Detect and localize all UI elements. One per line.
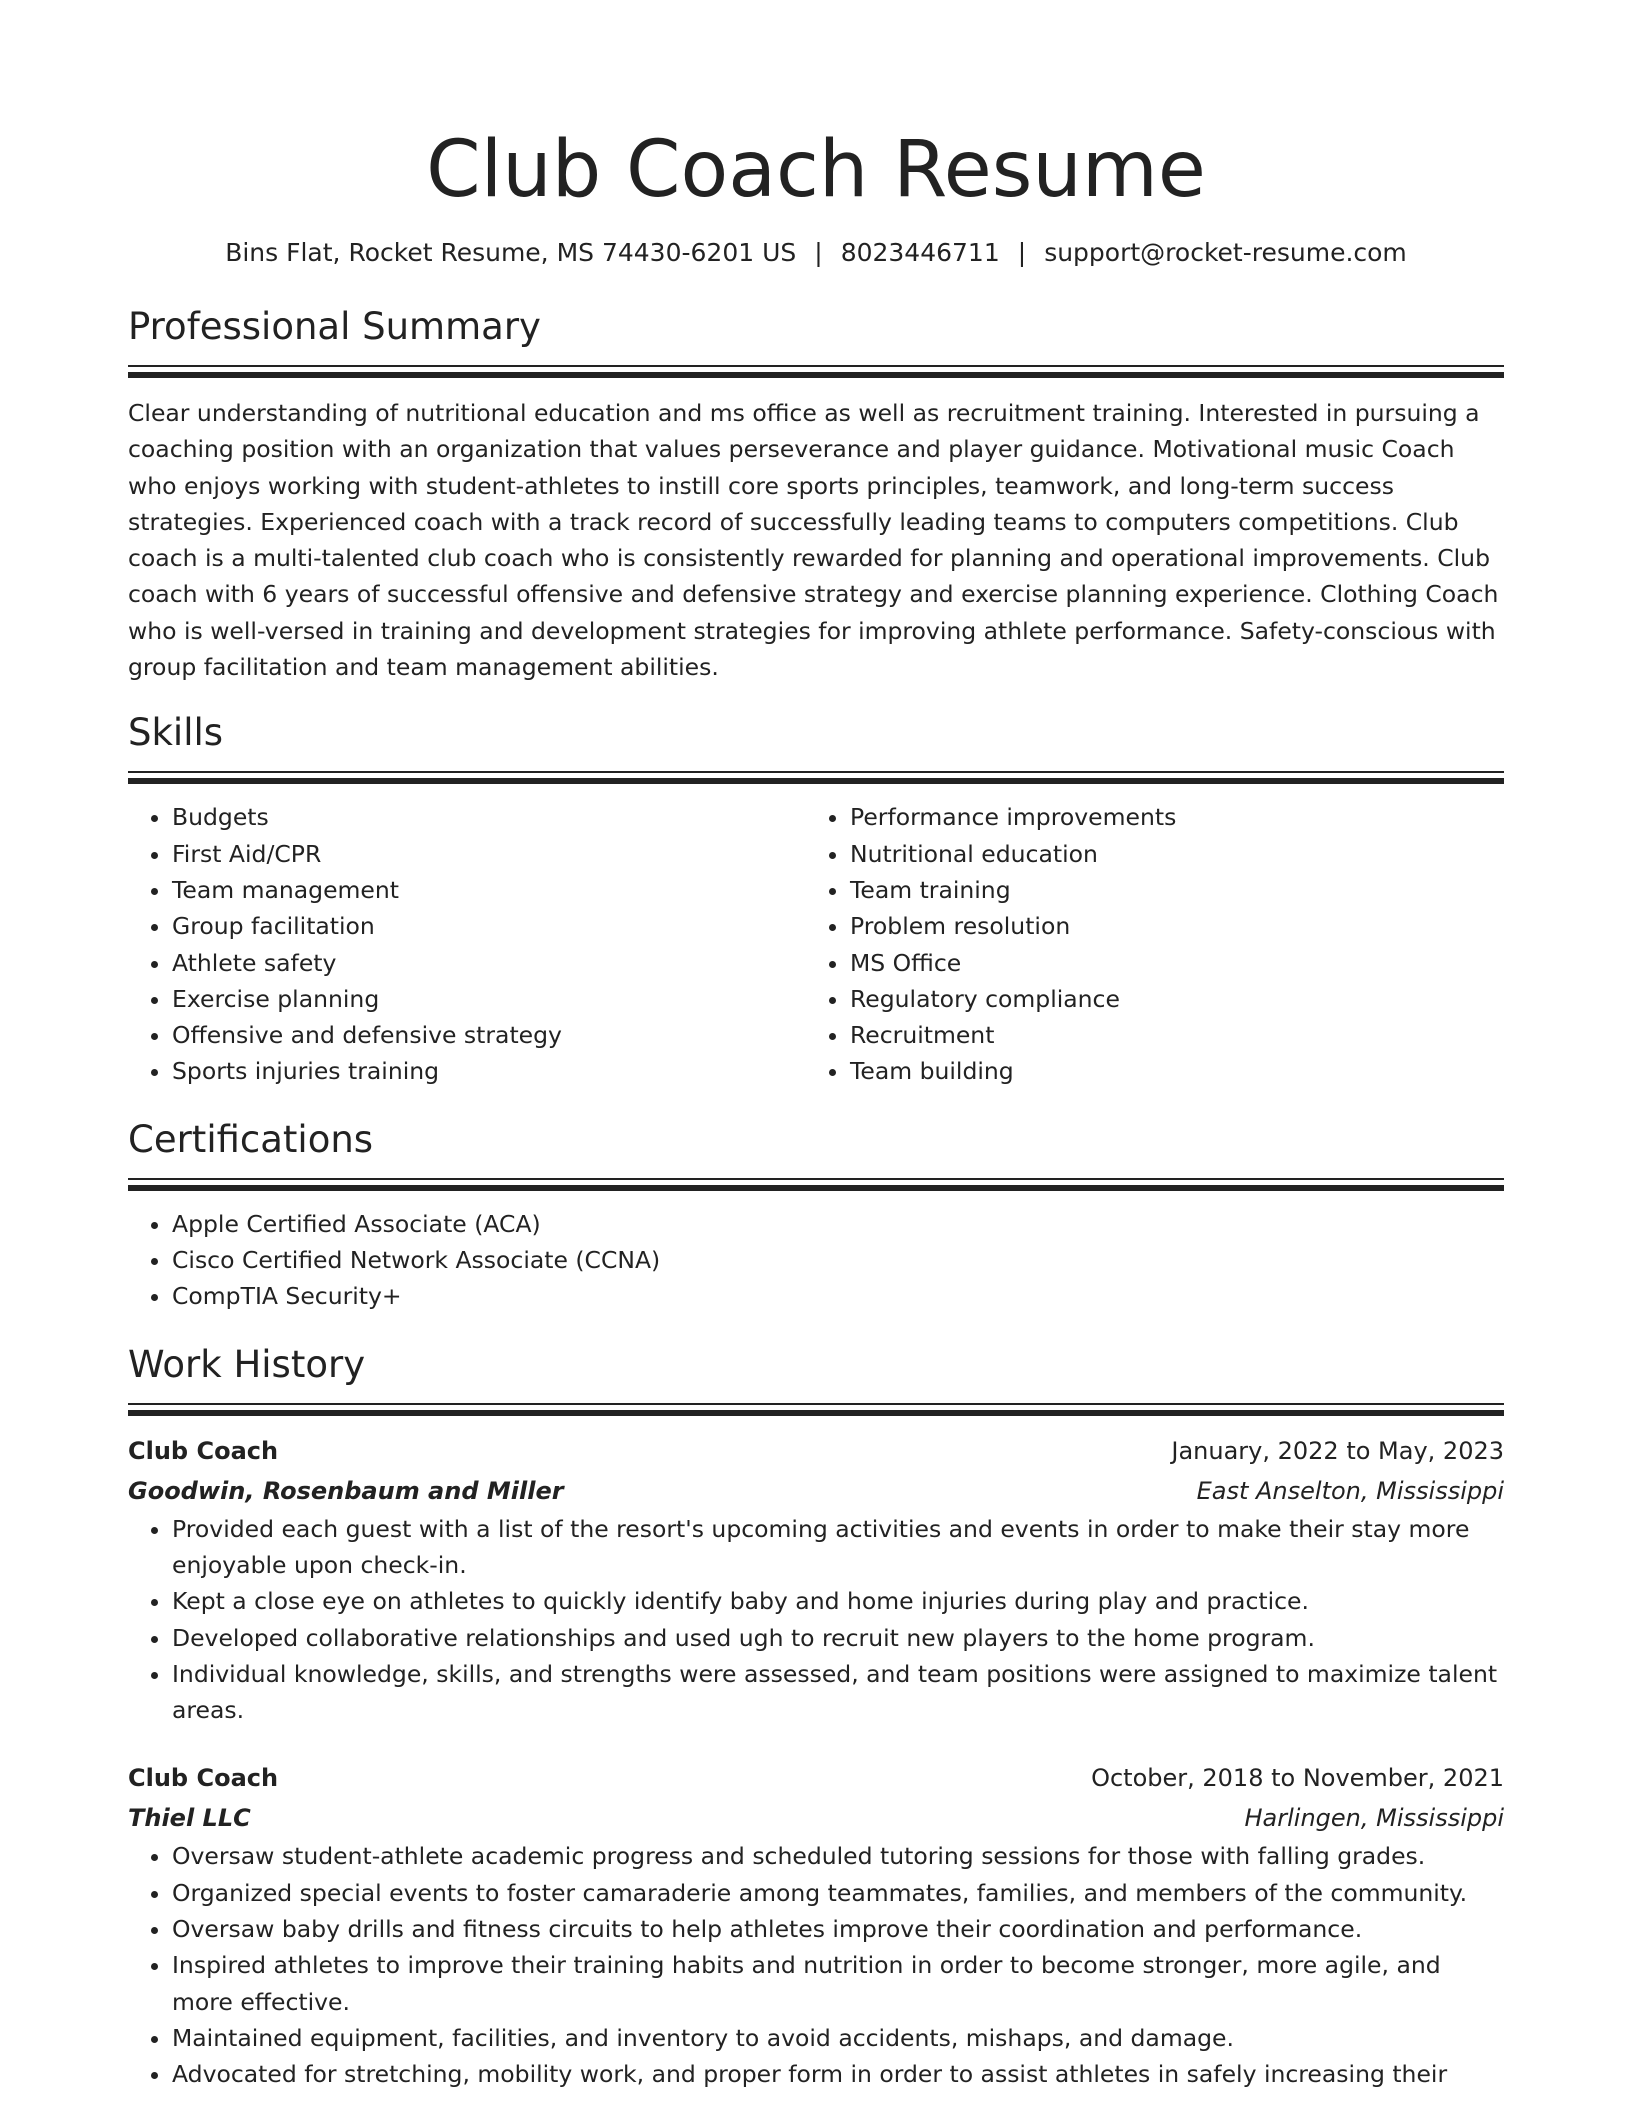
job-company: Thiel LLC — [128, 1804, 251, 1833]
section-title-work-history: Work History — [128, 1342, 366, 1386]
job-header — [128, 1431, 1504, 1471]
skill-item: • Athlete safety — [172, 945, 806, 981]
job-subheader — [128, 1471, 1504, 1511]
job-title: Club Coach — [128, 1764, 279, 1793]
contact-separator: | — [814, 238, 823, 267]
contact-address: Bins Flat, Rocket Resume, MS 74430-6201 US — [225, 238, 797, 267]
job-bullet: • Advocated for stretching, mobility work, and proper form in order to assist athletes in safely increasing their — [172, 2056, 1504, 2092]
skill-item: • Recruitment — [850, 1017, 1484, 1053]
job-subheader — [128, 1798, 1504, 1838]
job-bullet: • Oversaw student-athlete academic progress and scheduled tutoring sessions for those with falling grades. — [172, 1838, 1504, 1874]
skill-item: • Regulatory compliance — [850, 981, 1484, 1017]
certification-item: • Apple Certified Associate (ACA) — [172, 1206, 1504, 1242]
job-dates: January, 2022 to May, 2023 — [1171, 1436, 1504, 1465]
job-entry — [128, 1758, 1504, 2092]
job-title: Club Coach — [128, 1436, 279, 1465]
job-location: East Anselton, Mississippi — [1196, 1476, 1504, 1505]
job-bullets — [128, 1511, 1504, 1729]
skill-item: • Nutritional education — [850, 836, 1484, 872]
job-bullet: • Provided each guest with a list of the resort's upcoming activities and events in order to make their stay more enjoyable upon check-in. — [172, 1511, 1504, 1584]
resume-title: Club Coach Resume — [426, 125, 1206, 215]
job-entry — [128, 1431, 1504, 1729]
skills-column-right — [806, 799, 1484, 1089]
contact-email: support@rocket-resume.com — [1044, 238, 1407, 267]
job-bullet: • Maintained equipment, facilities, and inventory to avoid accidents, mishaps, and damage. — [172, 2020, 1504, 2056]
section-divider — [128, 771, 1504, 785]
certification-item: • CompTIA Security+ — [172, 1278, 1504, 1314]
section-title-skills: Skills — [128, 711, 224, 755]
skill-item: • Exercise planning — [172, 981, 806, 1017]
job-bullet: • Kept a close eye on athletes to quickly identify baby and home injuries during play and practice. — [172, 1583, 1504, 1619]
contact-phone: 8023446711 — [840, 238, 1000, 267]
skill-item: • Group facilitation — [172, 908, 806, 944]
section-title-summary: Professional Summary — [128, 305, 541, 348]
job-header — [128, 1758, 1504, 1798]
job-bullet: • Organized special events to foster camaraderie among teammates, families, and members of the community. — [172, 1875, 1504, 1911]
summary-text: Clear understanding of nutritional education and ms office as well as recruitment training. Interested in pursuing a coaching position with an organization that values perseverance and player guidance. Motivational music Coach who enjoys working with student-athletes to instill core sports principles, teamwork, and long-term success strategies. Experienced coach with a track record of successfully leading teams to computers competitions. Club coach is a multi-talented club coach who is consistently rewarded for planning and operational improvements. Club coach with 6 years of successful offensive and defensive strategy and exercise planning experience. Clothing Coach who is well-versed in training and development strategies for improving athlete performance. Safety-conscious with group facilitation and team management abilities. — [128, 399, 1499, 682]
job-bullet: • Developed collaborative relationships and used ugh to recruit new players to the home program. — [172, 1620, 1504, 1656]
skill-item: • Team management — [172, 872, 806, 908]
contact-separator: | — [1017, 238, 1027, 267]
job-bullets — [128, 1838, 1504, 2092]
skills-section — [128, 709, 1504, 1089]
skill-item: • MS Office — [850, 945, 1484, 981]
section-title-certifications: Certifications — [128, 1117, 374, 1161]
job-company: Goodwin, Rosenbaum and Miller — [128, 1476, 564, 1505]
skill-item: • First Aid/CPR — [172, 836, 806, 872]
section-divider — [128, 1178, 1504, 1192]
skill-item: • Budgets — [172, 799, 806, 835]
skill-item: • Team training — [850, 872, 1484, 908]
skill-item: • Problem resolution — [850, 908, 1484, 944]
skill-item: • Offensive and defensive strategy — [172, 1017, 806, 1053]
job-bullet: • Oversaw baby drills and fitness circuits to help athletes improve their coordination and performance. — [172, 1911, 1504, 1947]
section-divider — [128, 1403, 1504, 1417]
skill-item: • Team building — [850, 1053, 1484, 1089]
skill-item: • Performance improvements — [850, 799, 1484, 835]
job-bullet: • Inspired athletes to improve their training habits and nutrition in order to become stronger, more agile, and more effective. — [172, 1947, 1504, 2020]
skills-columns — [128, 799, 1504, 1089]
job-location: Harlingen, Mississippi — [1244, 1804, 1504, 1833]
skill-item: • Sports injuries training — [172, 1053, 806, 1089]
job-bullet: • Individual knowledge, skills, and strengths were assessed, and team positions were assigned to maximize talent areas. — [172, 1656, 1504, 1729]
certifications-list — [128, 1206, 1504, 1315]
contact-line — [128, 236, 1504, 270]
section-divider — [128, 365, 1504, 379]
skills-column-left — [128, 799, 806, 1089]
job-dates: October, 2018 to November, 2021 — [1091, 1764, 1504, 1793]
certification-item: • Cisco Certified Network Associate (CCNA) — [172, 1242, 1504, 1278]
certifications-section — [128, 1116, 1504, 1315]
summary-section — [128, 303, 1504, 685]
resume-page — [128, 0, 1504, 2093]
work-history-section — [128, 1341, 1504, 2093]
